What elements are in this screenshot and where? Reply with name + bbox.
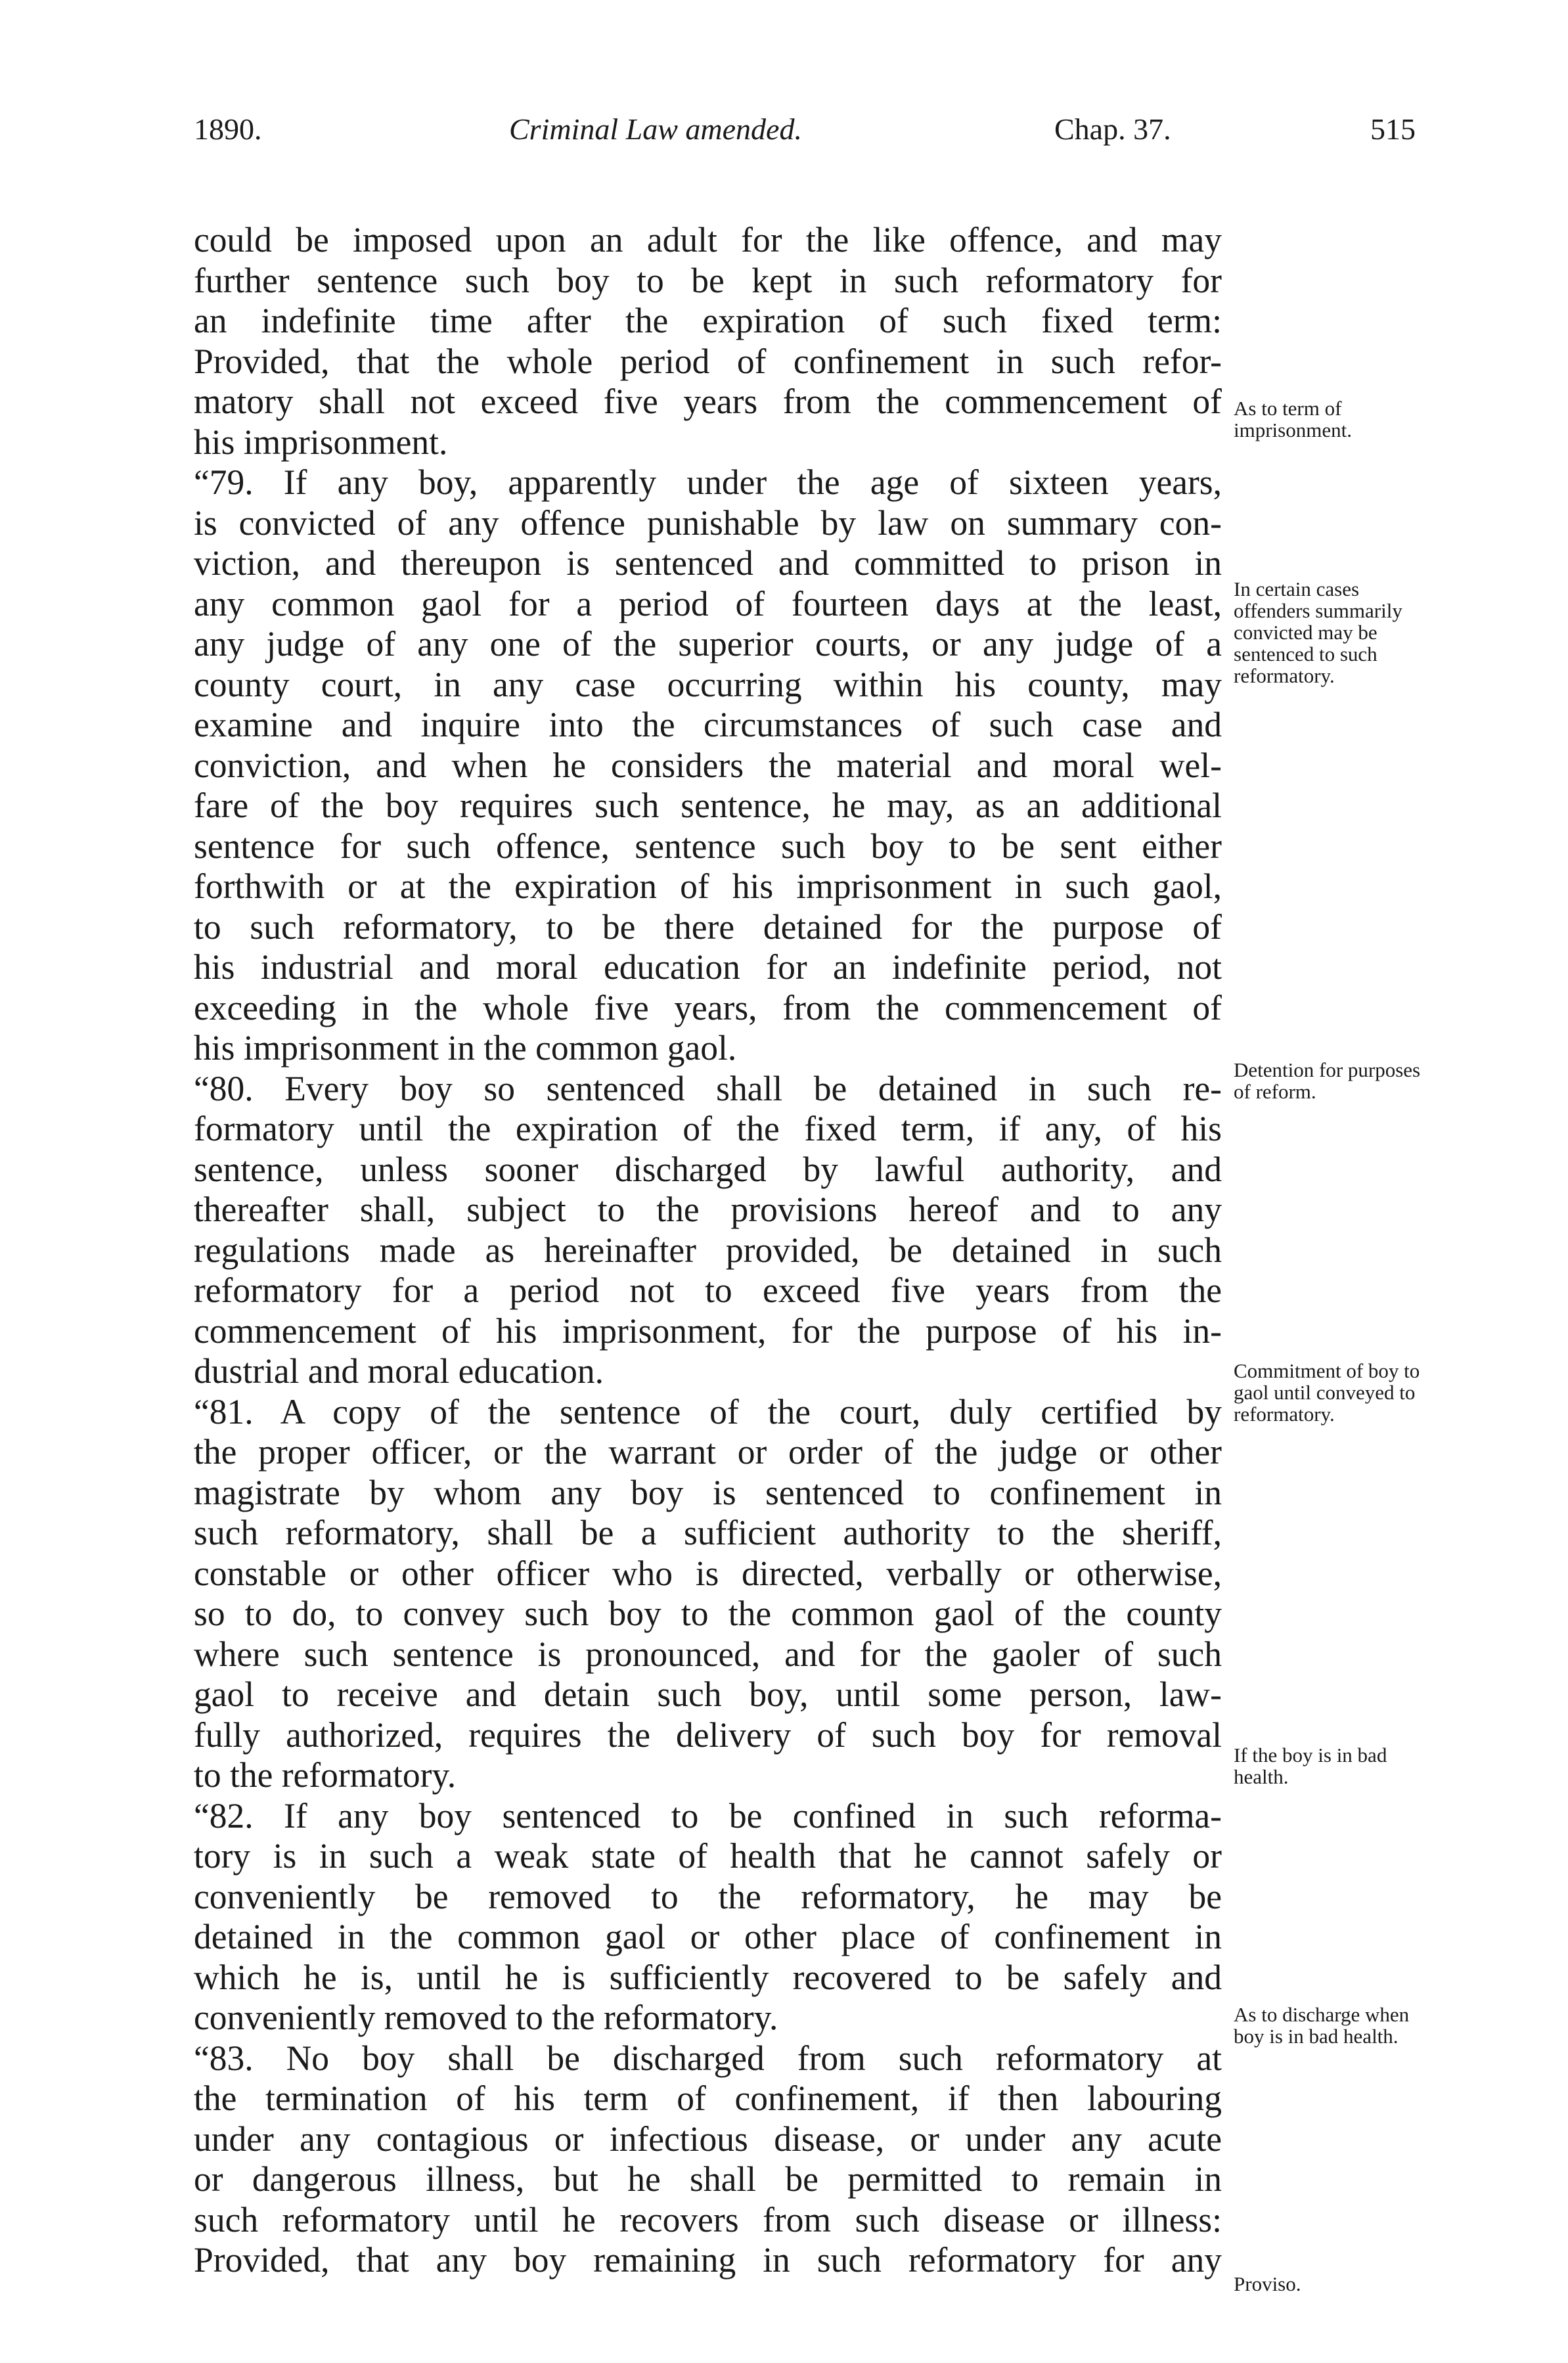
text-line: viction, and thereupon is sentenced and committed to prison in xyxy=(194,543,1222,583)
text-line: Provided, that the whole period of confinement in such refor- xyxy=(194,341,1222,381)
text-line: sentence for such offence, sentence such boy to be sent either xyxy=(194,826,1222,866)
text-line: or dangerous illness, but he shall be permitted to remain in xyxy=(194,2159,1222,2199)
margin-note: As to term of imprisonment. xyxy=(1234,397,1352,441)
body-text xyxy=(194,220,1222,2281)
text-line: fare of the boy requires such sentence, he may, as an additional xyxy=(194,786,1222,825)
text-line: the termination of his term of confinement, if then labouring xyxy=(194,2079,1222,2118)
text-line: which he is, until he is sufficiently recovered to be safely and xyxy=(194,1957,1222,1997)
text-line: matory shall not exceed five years from the commencement of xyxy=(194,382,1222,421)
header-year: 1890. xyxy=(194,112,262,146)
text-line: to the reformatory. xyxy=(194,1755,457,1795)
text-line: an indefinite time after the expiration of such fixed term: xyxy=(194,301,1222,340)
text-line: further sentence such boy to be kept in such reformatory for xyxy=(194,260,1222,300)
text-line: “81. A copy of the sentence of the court, duly certified by xyxy=(194,1391,1222,1431)
text-line: thereafter shall, subject to the provisions hereof and to any xyxy=(194,1190,1222,1229)
text-line: to such reformatory, to be there detained for the purpose of xyxy=(194,907,1222,947)
text-line: commencement of his imprisonment, for the purpose of his in- xyxy=(194,1311,1222,1351)
text-line: “82. If any boy sentenced to be confined in such reforma- xyxy=(194,1795,1222,1835)
text-line: constable or other officer who is directed, verbally or otherwise, xyxy=(194,1553,1222,1593)
text-line: such reformatory until he recovers from such disease or illness: xyxy=(194,2199,1222,2239)
text-line: “79. If any boy, apparently under the age of sixteen years, xyxy=(194,462,1222,502)
text-line: county court, in any case occurring within his county, may xyxy=(194,664,1222,704)
text-line: any common gaol for a period of fourteen days at the least, xyxy=(194,583,1222,623)
text-line: “83. No boy shall be discharged from such reformatory at xyxy=(194,2038,1222,2078)
text-line: formatory until the expiration of the fixed term, if any, of his xyxy=(194,1109,1222,1148)
text-line: under any contagious or infectious disease, or under any acute xyxy=(194,2119,1222,2159)
text-line: forthwith or at the expiration of his imprisonment in such gaol, xyxy=(194,866,1222,906)
text-line: tory is in such a weak state of health that he cannot safely or xyxy=(194,1836,1222,1876)
header-page-number: 515 xyxy=(1370,112,1416,146)
text-line: fully authorized, requires the delivery of such boy for removal xyxy=(194,1715,1222,1755)
text-line: examine and inquire into the circumstances of such case and xyxy=(194,705,1222,744)
text-line: such reformatory, shall be a sufficient authority to the sheriff, xyxy=(194,1513,1222,1552)
text-line: regulations made as hereinafter provided, be detained in such xyxy=(194,1230,1222,1270)
running-header xyxy=(194,112,1416,158)
text-line: dustrial and moral education. xyxy=(194,1351,604,1391)
header-chapter: Chap. 37. xyxy=(1054,112,1171,146)
text-line: conveniently removed to the reformatory. xyxy=(194,1998,778,2037)
text-line: exceeding in the whole five years, from the commencement of xyxy=(194,987,1222,1027)
header-title: Criminal Law amended. xyxy=(509,112,802,146)
text-line: his imprisonment. xyxy=(194,422,448,462)
text-line: his imprisonment in the common gaol. xyxy=(194,1028,737,1068)
text-line: “80. Every boy so sentenced shall be detained in such re- xyxy=(194,1068,1222,1108)
margin-note: Proviso. xyxy=(1234,2272,1301,2295)
margin-note: If the boy is in bad health. xyxy=(1234,1744,1387,1788)
text-line: conviction, and when he considers the material and moral wel- xyxy=(194,745,1222,785)
text-line: detained in the common gaol or other place of confinement in xyxy=(194,1917,1222,1956)
text-line: is convicted of any offence punishable by law on summary con- xyxy=(194,503,1222,543)
text-line: Provided, that any boy remaining in such reformatory for any xyxy=(194,2240,1222,2280)
margin-note: In certain cases offenders summarily convicted may be sentenced to such reformatory. xyxy=(1234,577,1402,687)
text-line: where such sentence is pronounced, and for the gaoler of such xyxy=(194,1634,1222,1674)
text-line: magistrate by whom any boy is sentenced to confinement in xyxy=(194,1472,1222,1512)
text-line: reformatory for a period not to exceed five years from the xyxy=(194,1271,1222,1310)
text-line: his industrial and moral education for an indefinite period, not xyxy=(194,947,1222,987)
text-line: gaol to receive and detain such boy, until some person, law- xyxy=(194,1675,1222,1714)
margin-note: As to discharge when boy is in bad health. xyxy=(1234,2003,1410,2048)
text-line: so to do, to convey such boy to the common gaol of the county xyxy=(194,1594,1222,1633)
margin-note: Commitment of boy to gaol until conveyed to reformatory. xyxy=(1234,1359,1420,1426)
text-line: conveniently be removed to the reformatory, he may be xyxy=(194,1876,1222,1916)
margin-note: Detention for purposes of reform. xyxy=(1234,1058,1421,1103)
text-line: could be imposed upon an adult for the like offence, and may xyxy=(194,220,1222,259)
text-line: sentence, unless sooner discharged by lawful authority, and xyxy=(194,1149,1222,1189)
text-line: any judge of any one of the superior courts, or any judge of a xyxy=(194,624,1222,664)
text-line: the proper officer, or the warrant or order of the judge or other xyxy=(194,1432,1222,1472)
